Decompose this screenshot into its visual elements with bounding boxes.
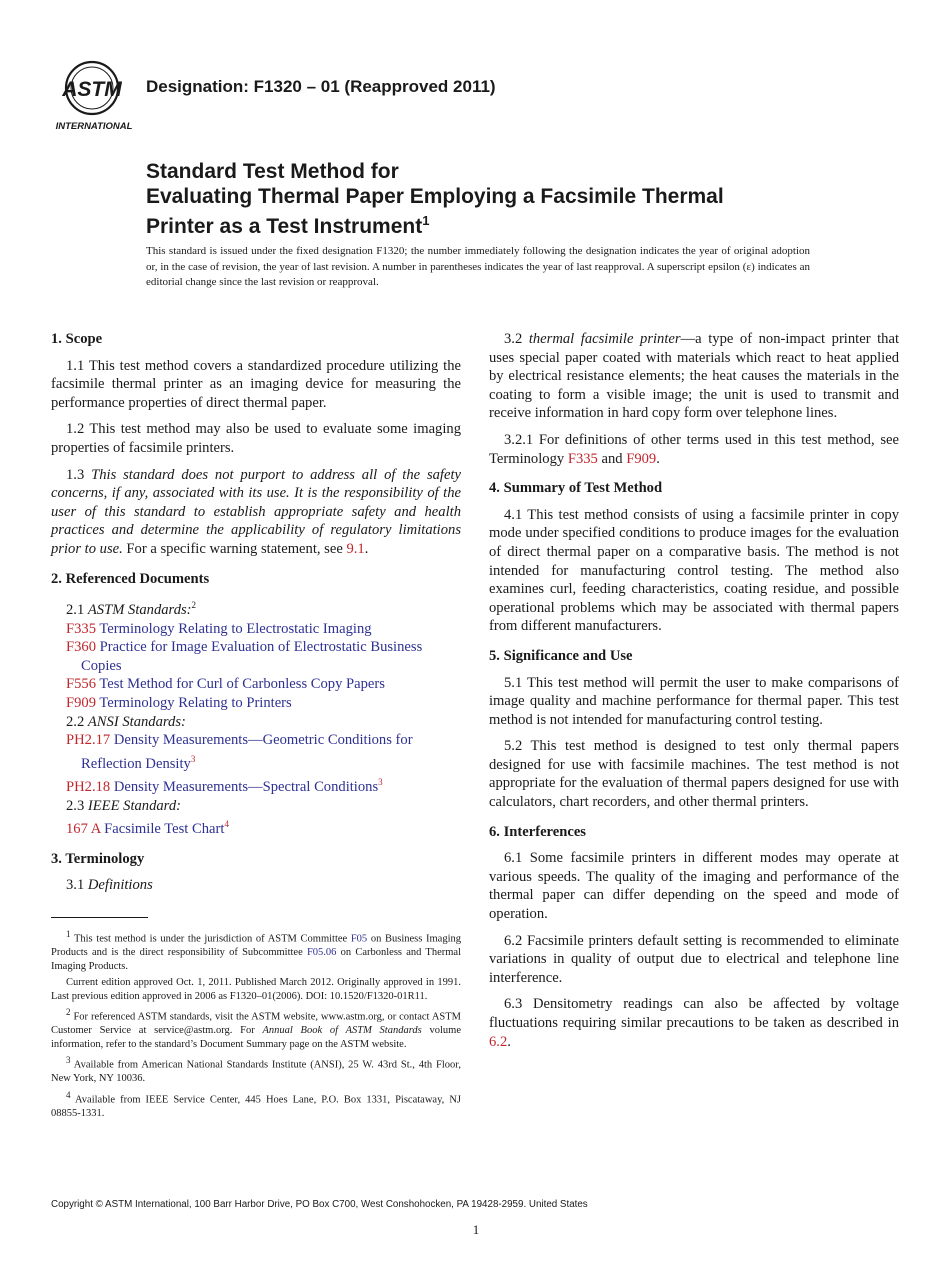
title-line-1: Standard Test Method for (146, 160, 399, 183)
footnote-2: $^2$ For referenced ASTM standards, visit the ASTM website, www.astm.org, or contact ASTM Customer Service at service@astm.org. For Annual Book of ASTM Standards volume information, refer to the standard’s Document Summary page on the ASTM website. (51, 1007, 461, 1050)
link-6-2[interactable]: 6.2 (489, 1033, 508, 1050)
footnote-divider (51, 917, 148, 918)
document-title (146, 160, 724, 240)
reference-ph2-17[interactable]: PH2.17 Density Measurements—Geometric Conditions for Reflection Density$^3$ (66, 732, 413, 772)
astm-logo (52, 58, 136, 134)
reference-f556[interactable]: F556 Test Method for Curl of Carbonless Copy Papers (66, 676, 385, 693)
section-heading-summary: 4. Summary of Test Method (489, 480, 663, 497)
footnote-4: $^4$ Available from IEEE Service Center, 445 Hoes Lane, P.O. Box 1331, Piscataway, NJ 08855-1331. (51, 1089, 461, 1119)
paragraph-5-2: 5.2 This test method is designed to test only thermal papers designed for use with facsimile machines. The test method is not appropriate for the evaluation of thermal papers designed for use with calculators, chart recorders, and other thermal printers. (489, 738, 899, 811)
title-line-3: Printer as a Test Instrument (146, 215, 423, 238)
ieee-standard-label: 2.3 IEEE Standard: (66, 797, 181, 814)
safety-caveat: This standard does not purport to address all of the safety concerns, if any, associated with its use. It is the responsibility of the user of this standard to establish appropriate safety and health practices and determine the applicability of regulatory limitations prior to use. (51, 466, 461, 557)
reference-f909[interactable]: F909 Terminology Relating to Printers (66, 694, 292, 711)
link-f05-06[interactable]: F05.06 (306, 947, 337, 958)
footnotes (51, 928, 461, 1123)
astm-standards-label: 2.1 ASTM Standards:$^2$ (66, 600, 197, 618)
footnote-1: $^1$ This test method is under the jurisdiction of ASTM Committee F05 on Business Imaging Products and is the direct responsibility of Subcommittee F05.06 on Carbonless and Thermal Imaging Products. (51, 929, 461, 972)
reference-f360[interactable]: F360 Practice for Image Evaluation of Electrostatic Business Copies (66, 639, 423, 674)
designation: Designation: F1320 – 01 (Reapproved 2011) (146, 77, 496, 96)
section-heading-significance: 5. Significance and Use (489, 647, 633, 664)
title-footnote-marker: 1 (422, 213, 430, 228)
copyright-notice: Copyright © ASTM International, 100 Barr Harbor Drive, PO Box C700, West Conshohocken, PA 19428-2959. United States (51, 1199, 588, 1210)
logo-text-bottom: INTERNATIONAL (55, 121, 133, 132)
paragraph-3-2: 3.2 thermal facsimile printer—a type of non-impact printer that uses special paper coated with materials which react to heat applied by electrical resistance elements; the heat causes the materials in the coating to form a visible image; the unit is used to transmit and receive information in hard copy form over telephone lines. (489, 331, 900, 422)
paragraph-3-2-1: 3.2.1 For definitions of other terms used in this test method, see Terminology F335 and F909. (489, 431, 899, 467)
paragraph-6-2: 6.2 Facsimile printers default setting is recommended to eliminate variations in quality of output due to electrical and telephone line interference. (489, 932, 899, 986)
reference-ph2-18[interactable]: PH2.18 Density Measurements—Spectral Conditions$^3$ (66, 777, 383, 796)
paragraph-5-1: 5.1 This test method will permit the user to make comparisons of image quality and machine performance for thermal paper. This test method is not intended for manufacturing control testing. (489, 674, 899, 728)
paragraph-6-1: 6.1 Some facsimile printers in different modes may operate at various speeds. The quality of the imaging and performance of the thermal paper can differ depending on the speed and mode of operation. (489, 850, 899, 923)
link-9-1[interactable]: 9.1 (346, 540, 365, 557)
right-column (489, 330, 899, 1059)
link-f05[interactable]: F05 (350, 933, 368, 945)
ansi-standards-label: 2.2 ANSI Standards: (66, 713, 186, 730)
section-heading-terminology: 3. Terminology (51, 850, 145, 867)
definitions-label: 3.1 Definitions (66, 877, 153, 894)
section-heading-scope: 1. Scope (51, 331, 103, 347)
link-f909[interactable]: F909 (626, 450, 657, 467)
page-number: 1 (472, 1222, 480, 1237)
paragraph-6-3: 6.3 Densitometry readings can also be affected by voltage fluctuations requiring similar precautions to be taken as described in 6.2. (489, 996, 899, 1050)
paragraph-4-1: 4.1 This test method consists of using a facsimile printer in copy mode under specified conditions to produce images for the evaluation of direct thermal paper on a comparative basis. The method is not intended for manufacturing control testing. The method also examines curl, feeding characteristics, coating residue, and possible operational problems which may be associated with thermal papers from different manufacturers. (489, 506, 899, 635)
logo-text-top: ASTM (62, 78, 122, 101)
section-heading-referenced-documents: 2. Referenced Documents (51, 570, 210, 587)
reference-167a[interactable]: 167 A Facsimile Test Chart$^4$ (66, 819, 229, 838)
left-column (51, 330, 461, 895)
astm-logo-icon (52, 58, 136, 134)
intro-paragraph: This standard is issued under the fixed designation F1320; the number immediately following the designation indicates the year of original adoption or, in the case of revision, the year of last revision. A number in parentheses indicates the year of last reapproval. A superscript epsilon (ε) indicates an editorial change since the last revision or reapproval. (146, 245, 810, 288)
link-f335[interactable]: F335 (567, 450, 598, 467)
footnote-3: $^3$ Available from American National Standards Institute (ANSI), 25 W. 43rd St., 4th Floor, New York, NY 10036. (51, 1055, 461, 1084)
footnote-1-edition: Current edition approved Oct. 1, 2011. Published March 2012. Originally approved in 1991. Last previous edition approved in 2006 as F1320–01(2006). DOI: 10.1520/F1320-01R11. (51, 977, 461, 1002)
paragraph-1-3: 1.3 This standard does not purport to address all of the safety concerns, if any, associated with its use. It is the responsibility of the user of this standard to establish appropriate safety and health practices and determine the applicability of regulatory limitations prior to use. For a specific warning statement, see 9.1. (51, 466, 461, 557)
section-heading-interferences: 6. Interferences (489, 823, 586, 840)
reference-f335[interactable]: F335 Terminology Relating to Electrostatic Imaging (66, 620, 372, 637)
title-line-2: Evaluating Thermal Paper Employing a Facsimile Thermal (146, 184, 724, 208)
paragraph-1-1: 1.1 This test method covers a standardized procedure utilizing the facsimile thermal printer as an imaging device for measuring the performance properties of direct thermal paper. (51, 357, 461, 411)
paragraph-1-2: 1.2 This test method may also be used to evaluate some imaging properties of facsimile printers. (51, 421, 461, 456)
